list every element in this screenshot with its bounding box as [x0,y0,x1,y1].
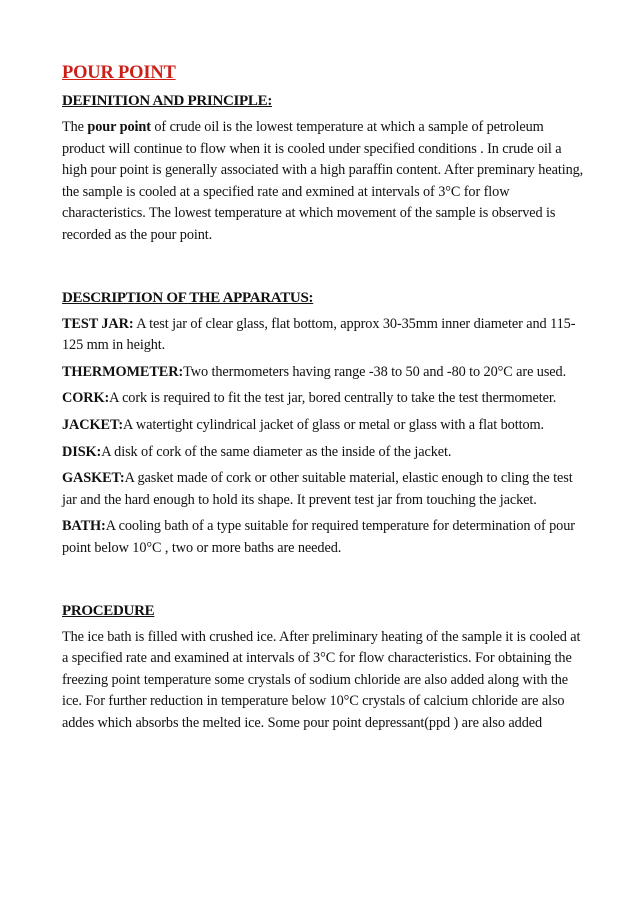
apparatus-term: BATH: [62,518,106,535]
definition-body: of crude oil is the lowest temperature at which a sample of petroleum product will continue to flow when it is cooled under specified conditions . In crude oil a high pour point is generally associated with a high paraffin content. After preminary heating, the sample is cooled at a specified rate and exmined at intervals of 3°C for flow characteristics. The lowest temperature at which movement of the sample is observed is recorded as the pour point. [62,119,584,243]
procedure-section [62,601,584,735]
apparatus-term: DISK: [62,443,102,460]
document-content [62,60,584,734]
apparatus-item-bath [62,516,584,559]
apparatus-item-cork [62,388,584,410]
apparatus-term: GASKET: [62,470,125,487]
section-heading-definition: DEFINITION AND PRINCIPLE: [62,93,273,109]
section-heading-procedure: PROCEDURE [62,602,155,619]
apparatus-text: A watertight cylindrical jacket of glass or metal or glass with a flat bottom. [123,416,544,433]
definition-paragraph [62,117,584,247]
apparatus-text: Two thermometers having range -38 to 50 and -80 to 20°C are used. [183,363,567,380]
apparatus-item-test-jar [62,314,584,357]
apparatus-item-gasket [62,468,584,511]
apparatus-item-thermometer [62,362,584,384]
document-title: POUR POINT [62,63,176,83]
apparatus-term: CORK: [62,390,110,407]
section-heading-apparatus: DESCRIPTION OF THE APPARATUS: [62,289,314,306]
apparatus-text: A gasket made of cork or other suitable material, elastic enough to cling the test jar and the hard enough to hold its shape. It prevent test jar from touching the jacket. [62,470,573,508]
apparatus-text: A test jar of clear glass, flat bottom, approx 30-35mm inner diameter and 115-125 mm in height. [62,315,576,354]
apparatus-term: THERMOMETER: [62,363,184,380]
apparatus-item-jacket [62,415,584,437]
apparatus-text: A disk of cork of the same diameter as the inside of the jacket. [101,443,452,460]
procedure-paragraph: The ice bath is filled with crushed ice. After preliminary heating of the sample it is cooled at a specified rate and examined at intervals of 3°C for flow characteristics. For obtaining the freezing point temperature some crystals of sodium chloride are also added along with the ice. For further reduction in temperature below 10°C crystals of calcium chloride are also addes which absorbs the melted ice. Some pour point depressant(ppd ) are also added [62,628,581,731]
apparatus-term: JACKET: [62,416,123,433]
apparatus-term: TEST JAR: [62,315,134,332]
apparatus-text: A cooling bath of a type suitable for required temperature for determination of pour point below 10°C , two or more baths are needed. [62,518,575,556]
definition-lead: The [62,119,88,135]
definition-term: pour point [87,119,151,135]
apparatus-text: A cork is required to fit the test jar, bored centrally to take the test thermometer. [109,390,557,407]
apparatus-item-disk [62,442,584,464]
apparatus-section [62,288,584,560]
